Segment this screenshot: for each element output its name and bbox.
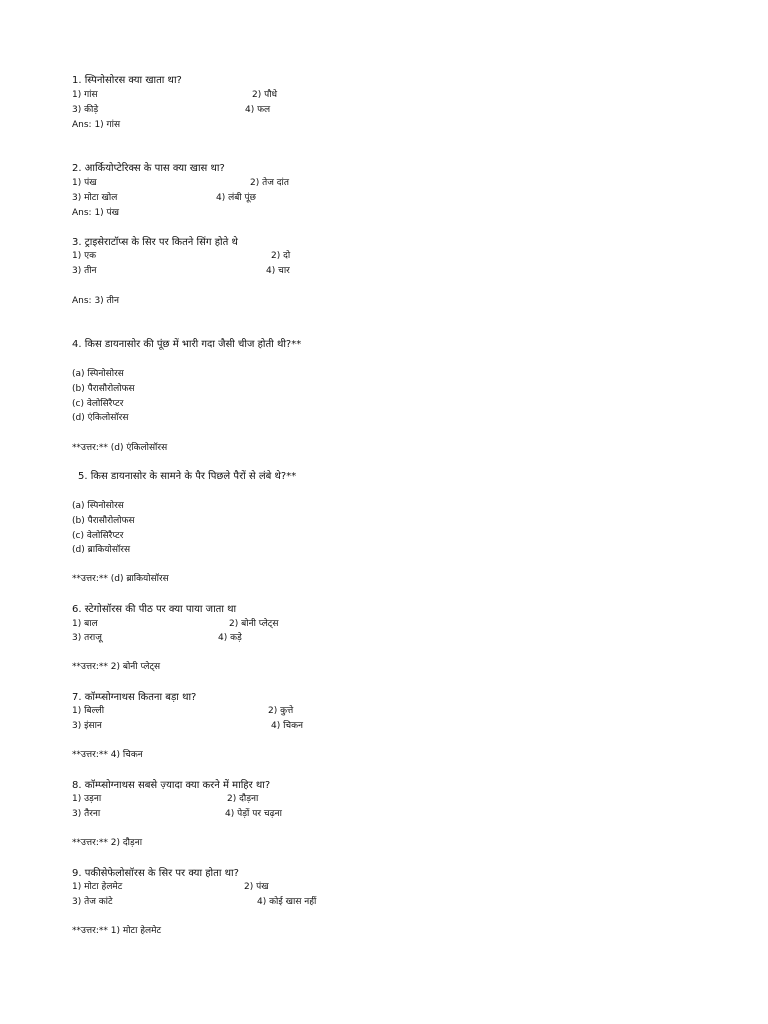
q7-option-1: 1) बिल्ली (72, 706, 105, 716)
q3-answer: Ans: 3) तीन (72, 296, 119, 306)
q1-answer: Ans: 1) गांस (72, 120, 121, 130)
q6-option-2: 2) बोनी प्लेट्स (229, 619, 279, 629)
question-5: 5. किस डायनासोर के सामने के पैर पिछले पैरों से लंबे थे?** (78, 471, 297, 482)
q4-option-a: (a) स्पिनोसोरस (72, 369, 124, 379)
q6-option-4: 4) कड़े (218, 633, 242, 643)
q1-option-4: 4) फल (245, 105, 271, 115)
q8-answer: **उत्तर:** 2) दौड़ना (72, 838, 143, 848)
q1-option-1: 1) गांस (72, 90, 98, 100)
q5-option-c: (c) वेलोसिरैप्टर (72, 531, 124, 541)
q1-option-2: 2) पौधे (252, 90, 278, 100)
q3-option-1: 1) एक (72, 251, 96, 261)
q5-option-b: (b) पैरासौरोलोफस (72, 516, 135, 526)
q8-option-4: 4) पेड़ों पर चढ़ना (225, 809, 282, 819)
q2-answer: Ans: 1) पंख (72, 208, 120, 218)
question-9: 9. पकीसेफेलोसॉरस के सिर पर क्या होता था? (72, 868, 239, 879)
q6-option-1: 1) बाल (72, 619, 98, 629)
q3-option-2: 2) दो (271, 251, 291, 261)
question-7: 7. कॉम्प्सोग्नाथस कितना बड़ा था? (72, 692, 197, 703)
q4-option-d: (d) एंकिलोसॉरस (72, 413, 129, 423)
q9-option-1: 1) मोटा हेलमेट (72, 882, 123, 892)
q2-option-1: 1) पंख (72, 178, 97, 188)
q7-answer: **उत्तर:** 4) चिकन (72, 750, 143, 760)
q7-option-4: 4) चिकन (271, 721, 304, 731)
q2-option-2: 2) तेज दांत (250, 178, 290, 188)
q7-option-2: 2) कुत्ते (268, 706, 294, 716)
q4-answer: **उत्तर:** (d) एंकिलोसॉरस (72, 443, 168, 453)
q8-option-2: 2) दौड़ना (227, 794, 259, 804)
question-1: 1. स्पिनोसोरस क्या खाता था? (72, 75, 182, 86)
q3-option-3: 3) तीन (72, 266, 97, 276)
q4-option-b: (b) पैरासौरोलोफस (72, 384, 135, 394)
question-3: 3. ट्राइसेराटॉप्स के सिर पर कितने सिंग होते थे (72, 237, 238, 248)
q5-answer: **उत्तर:** (d) ब्राकियोसॉरस (72, 574, 169, 584)
q5-option-a: (a) स्पिनोसोरस (72, 501, 124, 511)
q7-option-3: 3) इंसान (72, 721, 102, 731)
q9-answer: **उत्तर:** 1) मोटा हेलमेट (72, 926, 162, 936)
q8-option-3: 3) तैरना (72, 809, 101, 819)
q2-option-3: 3) मोटा खोल (72, 193, 118, 203)
q9-option-3: 3) तेज कांटे (72, 897, 113, 907)
q6-answer: **उत्तर:** 2) बोनी प्लेट्स (72, 662, 161, 672)
question-4: 4. किस डायनासोर की पूंछ में भारी गदा जैसी चीज होती थी?** (72, 339, 302, 350)
question-8: 8. कॉम्प्सोग्नाथस सबसे ज़्यादा क्या करने में माहिर था? (72, 780, 271, 791)
q9-option-2: 2) पंख (244, 882, 269, 892)
q8-option-1: 1) उड़ना (72, 794, 102, 804)
question-6: 6. स्टेगोसॉरस की पीठ पर क्या पाया जाता था (72, 604, 237, 615)
q1-option-3: 3) कीड़े (72, 105, 99, 115)
q5-option-d: (d) ब्राकियोसॉरस (72, 545, 131, 555)
q2-option-4: 4) लंबी पूंछ (216, 193, 256, 203)
q3-option-4: 4) चार (266, 266, 290, 276)
q6-option-3: 3) तराजू (72, 633, 102, 643)
question-2: 2. आर्कियोप्टेरिक्स के पास क्या खास था? (72, 163, 225, 174)
q4-option-c: (c) वेलोसिरैप्टर (72, 399, 124, 409)
q9-option-4: 4) कोई खास नहीं (257, 897, 317, 907)
